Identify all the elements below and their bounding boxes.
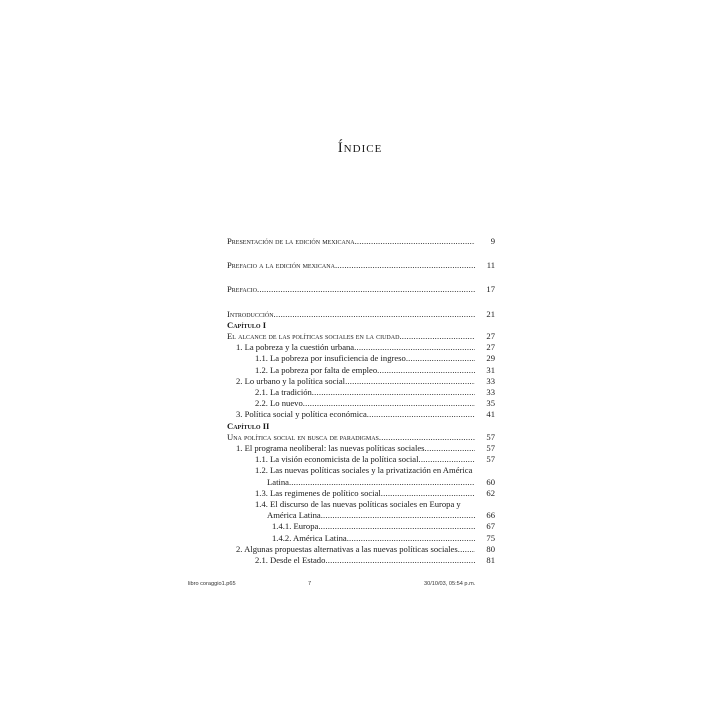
dot-leader — [458, 544, 475, 555]
toc-entry-page: 33 — [486, 387, 495, 398]
toc-entry-page: 9 — [490, 236, 495, 246]
toc-entry-prefacio-mexicana — [227, 260, 495, 271]
toc-entry-page: 17 — [486, 284, 495, 295]
toc-entry-introduccion — [227, 309, 495, 320]
toc-item — [227, 443, 495, 454]
dot-leader — [289, 477, 475, 488]
toc-entry-page: 27 — [486, 331, 495, 342]
dot-leader — [321, 510, 475, 521]
toc-entry-page: 67 — [486, 521, 495, 532]
toc-entry-text: 1. El programa neoliberal: las nuevas políticas sociales — [236, 443, 425, 454]
toc-entry-page: 41 — [486, 409, 495, 420]
dot-leader — [399, 331, 475, 342]
chapter-title-row — [227, 432, 495, 443]
dot-leader — [377, 365, 475, 376]
toc-item — [227, 342, 495, 353]
toc-entry-page: 57 — [486, 443, 495, 454]
toc-entry-text: 1.1. La pobreza por insuficiencia de ingreso — [255, 353, 406, 364]
toc-entry-text: 2.1. La tradición — [255, 387, 312, 398]
toc-item — [227, 544, 495, 555]
print-footer — [0, 581, 720, 593]
toc-item — [227, 398, 495, 409]
toc-entry-page: 62 — [486, 487, 495, 498]
dot-leader — [312, 387, 475, 398]
toc-item — [227, 488, 495, 499]
toc-item — [227, 376, 495, 387]
toc-item — [227, 477, 495, 488]
toc-entry-text: 1.3. Las regimenes de político social — [255, 487, 381, 498]
toc-entry-page: 31 — [486, 364, 495, 375]
toc-entry-page: 81 — [486, 555, 495, 566]
chapter-title-row — [227, 331, 495, 342]
toc-entry-text: Introducción — [227, 308, 274, 319]
dot-leader — [406, 353, 475, 364]
toc-item — [227, 521, 495, 532]
table-of-contents — [227, 236, 495, 566]
dot-leader — [303, 398, 475, 409]
dot-leader — [335, 260, 475, 271]
chapter-label: Capítulo I — [227, 319, 267, 330]
toc-entry-page: 29 — [486, 353, 495, 364]
toc-item — [227, 387, 495, 398]
toc-item — [227, 454, 495, 465]
toc-item-line: 1.2. Las nuevas políticas sociales y la privatización en América — [255, 465, 473, 476]
toc-item-line: 1.4. El discurso de las nuevas políticas sociales en Europa y — [255, 499, 461, 510]
toc-entry-text: 1.4.1. Europa — [272, 521, 319, 532]
chapter-title: El alcance de las políticas sociales en la ciudad — [227, 331, 400, 342]
dot-leader — [318, 521, 475, 532]
dot-leader — [274, 309, 475, 320]
toc-entry-text: 2. Lo urbano y la política social — [236, 375, 346, 386]
toc-entry-text: Prefacio a la edición mexicana — [227, 260, 335, 271]
dot-leader — [367, 409, 475, 420]
toc-entry-page: 11 — [486, 260, 495, 271]
dot-leader — [345, 376, 475, 387]
dot-leader — [381, 488, 475, 499]
toc-entry-page: 35 — [486, 398, 495, 409]
toc-entry-text: Presentación de la edición mexicana — [227, 236, 355, 246]
dot-leader — [354, 342, 475, 353]
toc-entry-text: 2. Algunas propuestas alternativas a las nuevas políticas sociales — [236, 543, 458, 554]
toc-entry-page: 21 — [486, 308, 495, 319]
dot-leader — [355, 236, 475, 247]
toc-entry-page: 60 — [486, 476, 495, 487]
footer-page-number: 7 — [308, 581, 312, 587]
dot-leader — [347, 533, 475, 544]
toc-entry-presentacion — [227, 236, 495, 247]
toc-entry-page: 80 — [486, 543, 495, 554]
toc-entry-text: Prefacio — [227, 284, 258, 295]
toc-entry-page: 57 — [486, 454, 495, 465]
toc-entry-page: 27 — [486, 342, 495, 353]
toc-entry-text: 2.1. Desde el Estado — [255, 555, 326, 566]
toc-entry-page: 75 — [486, 532, 495, 543]
dot-leader — [425, 443, 475, 454]
toc-entry-text: 1.1. La visión economicista de la política social — [255, 454, 419, 465]
toc-item — [227, 409, 495, 420]
toc-entry-text: 2.2. Lo nuevo — [255, 398, 303, 409]
toc-item — [227, 510, 495, 521]
chapter-title: Una política social en busca de paradigmas — [227, 431, 379, 442]
dot-leader — [379, 432, 475, 443]
toc-entry-page: 33 — [486, 375, 495, 386]
dot-leader — [325, 555, 475, 566]
toc-item — [227, 555, 495, 566]
toc-entry-page: 66 — [486, 510, 495, 521]
chapter-label: Capítulo II — [227, 420, 270, 431]
toc-item — [227, 533, 495, 544]
toc-entry-text: Latina — [267, 476, 289, 487]
toc-entry-text: 1. La pobreza y la cuestión urbana — [236, 342, 355, 353]
toc-item — [227, 353, 495, 364]
toc-item — [227, 365, 495, 376]
dot-leader — [257, 284, 475, 295]
footer-filename: libro coraggio1.p65 — [188, 581, 236, 587]
toc-entry-page: 57 — [486, 431, 495, 442]
dot-leader — [418, 454, 475, 465]
toc-entry-text: 1.2. La pobreza por falta de empleo — [255, 364, 378, 375]
toc-entry-text: América Latina — [267, 510, 321, 521]
toc-entry-text: 3. Política social y política económica — [236, 409, 367, 420]
toc-entry-text: 1.4.2. América Latina — [272, 532, 347, 543]
toc-entry-prefacio — [227, 284, 495, 295]
footer-timestamp: 30/10/03, 05:54 p.m. — [424, 581, 476, 587]
page-title: Índice — [337, 140, 383, 156]
